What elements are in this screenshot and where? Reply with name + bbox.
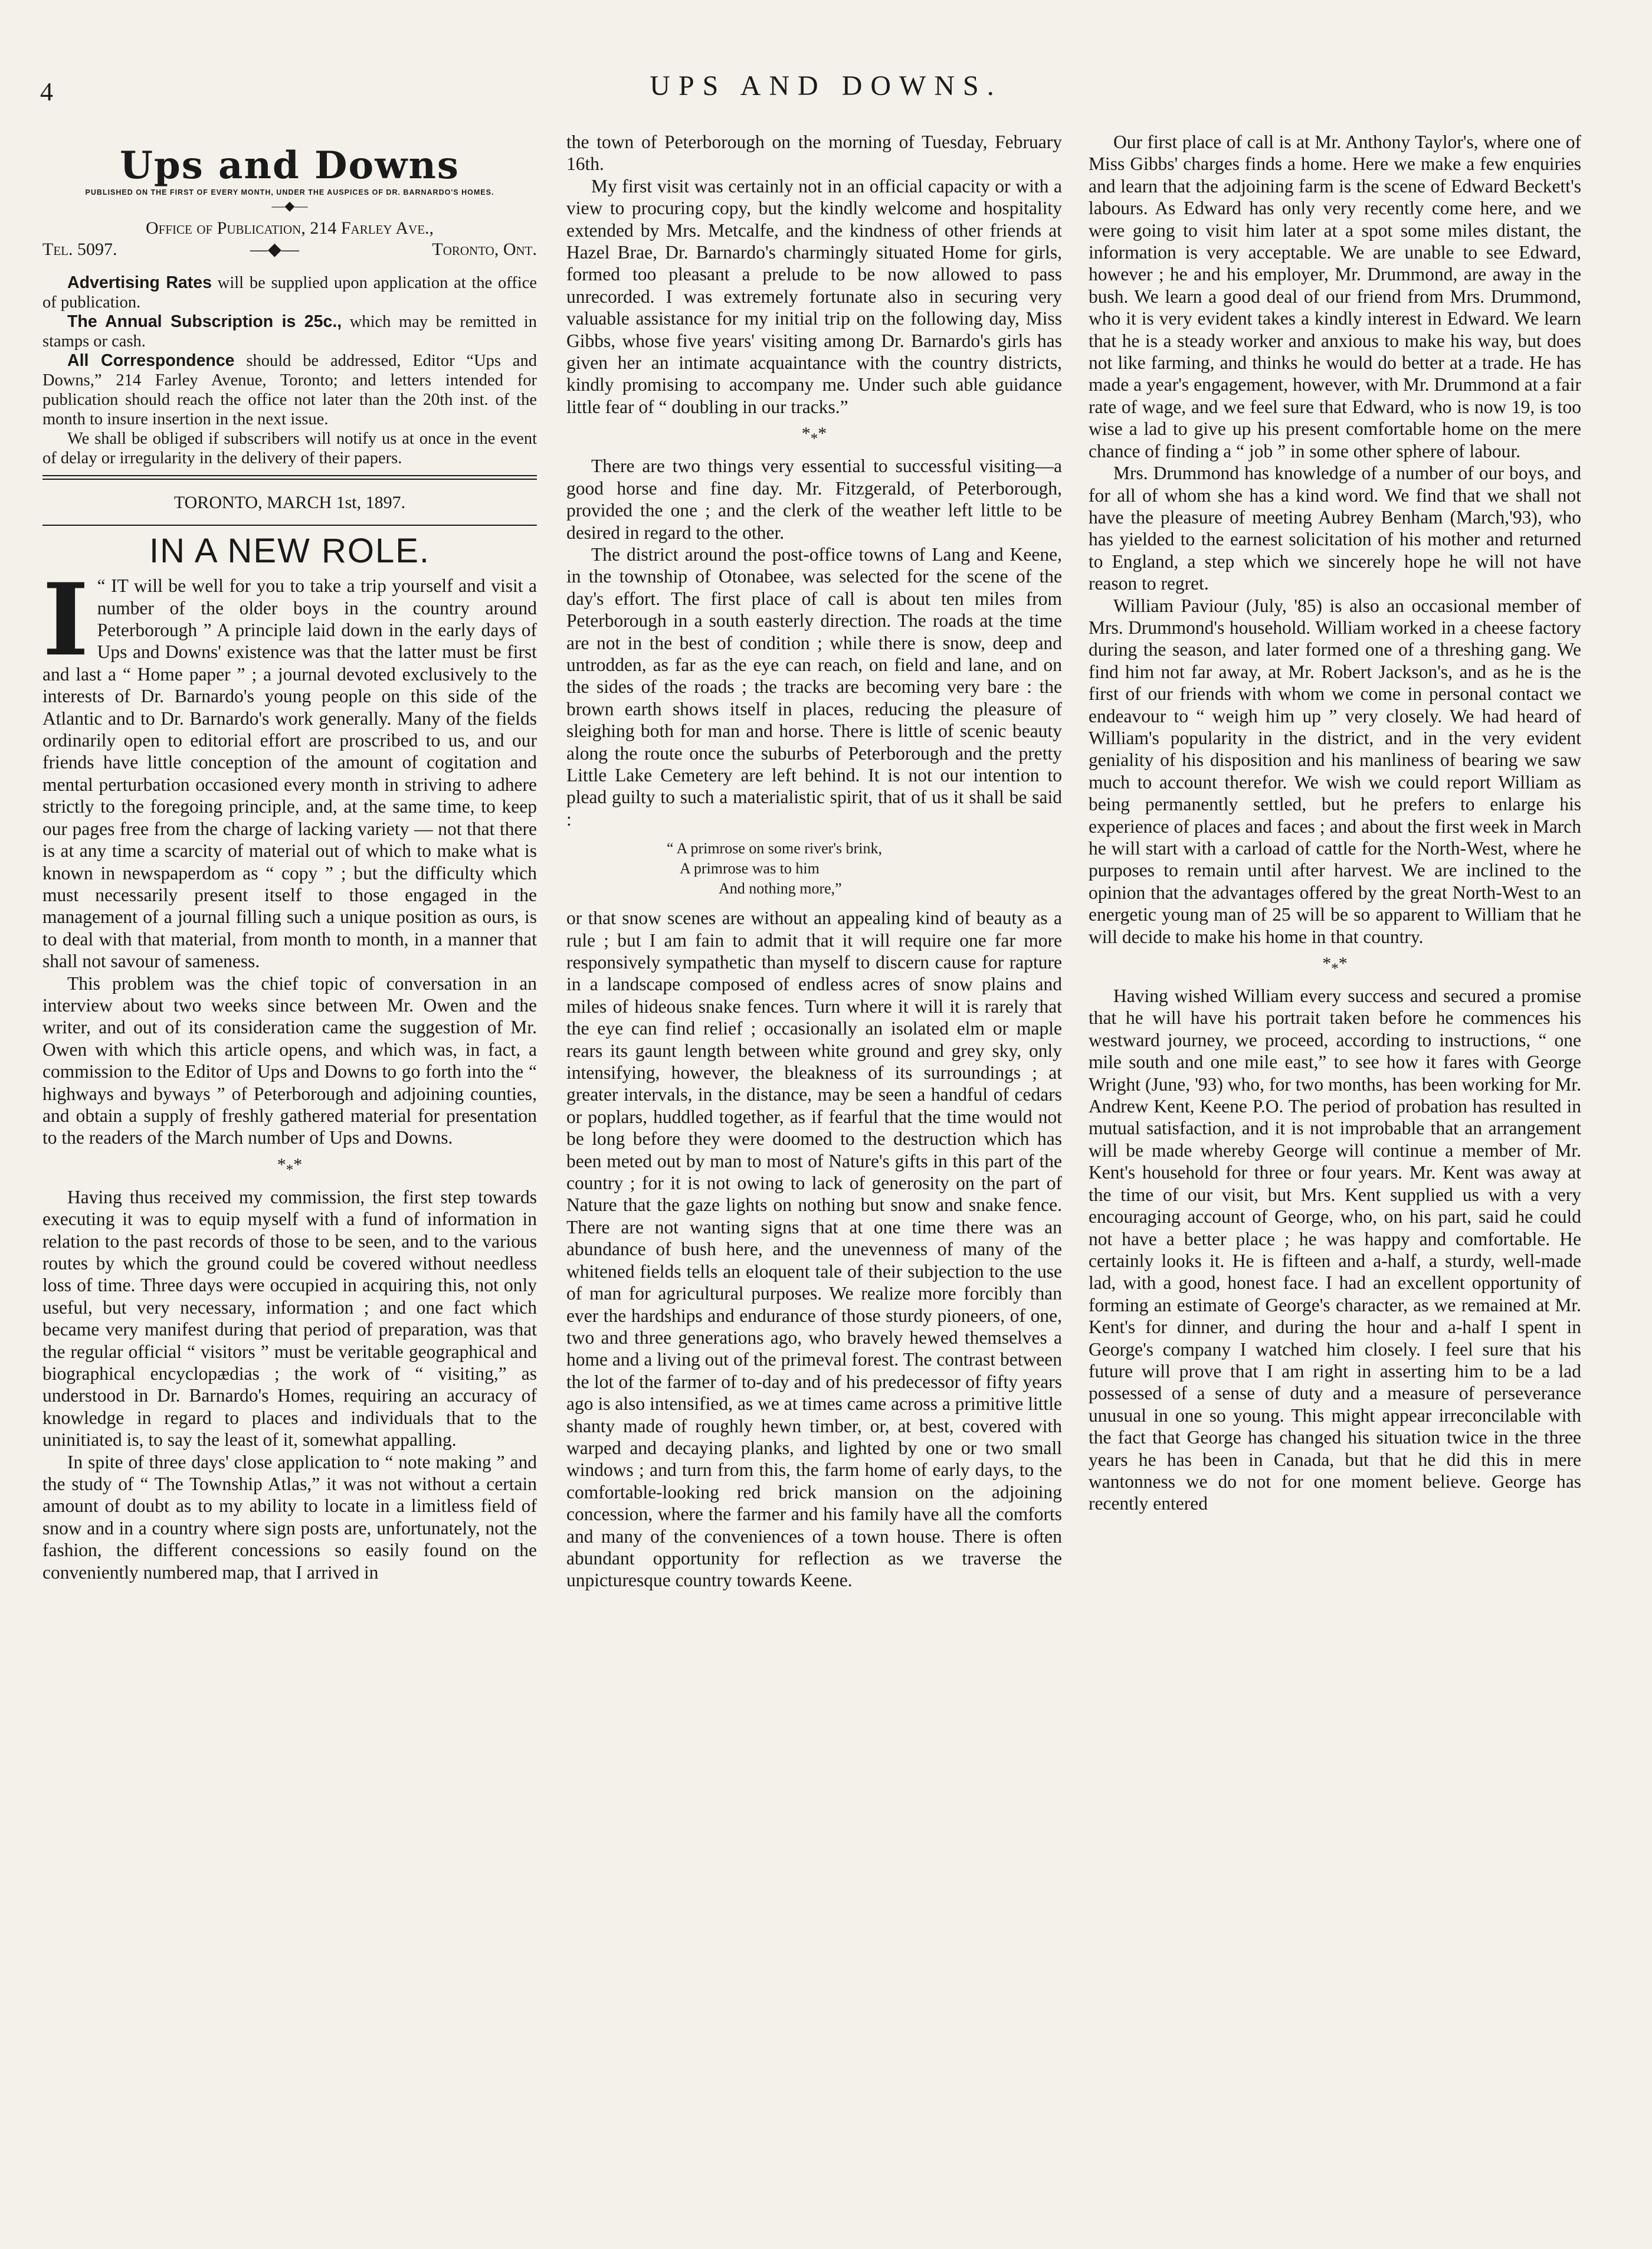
article-paragraph: William Paviour (July, '85) is also an occasional member of Mrs. Drummond's household. William worked in a cheese factory during the season, and later formed one of a threshing gang. We find him not far away, at Mr. Robert Jackson's, and as he is the first of our friends with whom we come in personal contact we endeavour to “ weigh him up ” very closely. We had heard of William's popularity in the district, and in the very evident geniality of his disposition and his manliness of bearing we saw much to account therefor. We wish we could report William as being permanently settled, but he prefers to enlarge his experience of places and faces ; and about the first week in March he will start with a carload of cattle for the North-West, where he purposes to remain until after harvest. We are inclined to the opinion that the advantages offered by the great North-West to an energetic young man of 25 will be so apparent to William that he will decide to make his home in that country. xyxy=(1089,595,1581,947)
article-text: “ IT will be well for you to take a trip yourself and visit a number of the older boys in the country around Peterborough ” A principle laid down in the early days of Ups and Downs' existence was that the latter must be first and last a “ Home paper ” ; a journal devoted exclusively to the interests of Dr. Barnardo's young people on this side of the Atlantic and to Dr. Barnardo's work generally. Many of the fields ordinarily open to editorial effort are proscribed to us, and our friends have little conception of the amount of cogitation and mental perturbation occasioned every month in striving to adhere strictly to the foregoing principle, and, at the same time, to keep our pages free from the charge of lacking variety — not that there is at any time a scarcity of material out of which to make what is known in newspaperdom as “ copy ” ; but the difficulty which must necessarily present itself to those engaged in the management of a journal filling such a unique position as ours, is to deal with that material, from month to month, in a manner that shall not savour of sameness. xyxy=(42,575,537,972)
article-paragraph: Having wished William every success and secured a promise that he will have his portrait taken before he commences his westward journey, we proceed, according to instructions, “ one mile south and one mile east,” to see how it fares with George Wright (June, '93) who, for two months, has been working for Mr. Andrew Kent, Keene P.O. The period of probation has resulted in mutual satisfaction, and it is not improbable that an arrangement will be made whereby George will continue a member of Mr. Kent's household for three or four years. Mr. Kent was away at the time of our visit, but Mrs. Kent supplied us with a very encouraging account of George, who, on his part, said he could not have a better place ; he was happy and comfortable. He certainly looks it. He is fifteen and a-half, a sturdy, well-made lad, with a good, honest face. I had an excellent opportunity of forming an estimate of George's character, as we remained at Mr. Kent's for dinner, and during the hour and a-half I spent in George's company I watched him closely. I feel sure that his future will prove that I am right in asserting him to be a lad possessed of a sense of duty and a measure of perseverance unusual in one so young. This might appear irreconcilable with the fact that George has changed his situation twice in the three years he has been in Canada, but that he did this in mere wantonness we do not for one moment believe. George has recently entered xyxy=(1089,986,1581,1514)
column-3 xyxy=(1089,131,1581,1515)
column-2 xyxy=(566,131,1062,1592)
subscription-notice xyxy=(42,312,537,351)
article-paragraph: There are two things very essential to successful visiting—a good horse and fine day. Mr. Fitzgerald, of Peterborough, provided the one ; and the clerk of the weather left little to be desired in regard to the other. xyxy=(566,456,1062,543)
advertising-label: Advertising Rates xyxy=(67,273,212,293)
article-paragraph: This problem was the chief topic of conversation in an interview about two weeks since between Mr. Owen and the writer, and out of its consideration came the suggestion of Mr. Owen with which this article opens, and which was, in fact, a commission to the Editor of Ups and Downs to go forth into the “ highways and byways ” of Peterborough and adjoining counties, and obtain a supply of freshly gathered material for presentation to the readers of the March number of Ups and Downs. xyxy=(42,973,537,1148)
asterism: $*_**$ xyxy=(277,1154,303,1178)
dateline: TORONTO, MARCH 1st, 1897. xyxy=(173,493,406,513)
article-paragraph: or that snow scenes are without an appealing kind of beauty as a rule ; but I am fain to admit that it will require one far more responsively sympathetic than myself to discern cause for rapture in a landscape composed of endless acres of snow plains and miles of hideous snake fences. Turn where it will it is rarely that the eye can find relief ; occasionally an isolated elm or maple rears its gaunt length between white ground and grey sky, only intensifying, however, the bleakness of its surroundings ; at greater intervals, in the distance, may be seen a handful of cedars or poplars, huddled together, as if fearful that the time would not be long before they were doomed to the destruction which has been meted out by man to most of Nature's gifts in this part of the country ; for it is not owing to lack of generosity on the part of Nature that the gaze lights on nothing but snow and snake fence. There are not wanting signs that at one time there was an abundance of bush here, and the unevenness of many of the whitened fields tells an eloquent tale of their subjection to the use of man for agricultural purposes. We realize more forcibly than ever the hardships and endurance of those sturdy pioneers, of one, two and three generations ago, who bravely hewed themselves a home and a living out of the primeval forest. The contrast between the lot of the farmer of to-day and of his predecessor of fifty years ago is also intensified, as we at times came across a primitive little shanty made of roughly hewn timber, or, at best, covered with warped and decaying planks, and lighted by one or two small windows ; and turn from this, the farm home of early days, to the comfortable-looking red brick mansion on the adjoining concession, where the farmer and his family have all the comforts and many of the conveniences of a town house. There is often abundant opportunity for reflection as we traverse the unpicturesque country towards Keene. xyxy=(566,908,1062,1591)
asterism: $*_**$ xyxy=(801,424,827,447)
article-paragraph: Having thus received my commission, the first step towards executing it was to equip myself with a fund of information in relation to the past records of those to be seen, and to the various routes by which the ground could be covered without needless loss of time. Three days were occupied in acquiring this, not only useful, but very necessary, information ; and one fact which became very manifest during that period of preparation, was that the regular official “ visitors ” must be veritable geographical and biographical encyclopædias ; the work of “ visiting,” as understood in Dr. Barnardo's Homes, requiring an accuracy of knowledge in regard to places and individuals that to the uninitiated is, to say the least of it, somewhat appalling. xyxy=(42,1186,537,1451)
office-address: Office of Publication, 214 Farley Ave., xyxy=(145,218,434,238)
poem-quote xyxy=(566,839,1062,899)
subscription-text: which may be remitted in stamps or cash. xyxy=(42,313,537,351)
article-paragraph: My first visit was certainly not in an official capacity or with a view to procuring copy, but the kindly welcome and hospitality extended by Mrs. Metcalfe, and the kindness of other friends at Hazel Brae, Dr. Barnardo's charmingly situated Home for girls, formed too pleasant a prelude to be now allowed to pass unrecorded. I was extremely fortunate also in securing very valuable assistance for my initial trip on the following day, Miss Gibbs, whose five years' visiting among Dr. Barnardo's girls has given her an intimate acquaintance with the country districts, kindly promising to accompany me. Under such able guidance little fear of “ doubling in our tracks.” xyxy=(566,175,1062,417)
poem-line: “ A primrose on some river's brink, xyxy=(667,840,883,857)
advertising-notice xyxy=(42,273,537,312)
advertising-text: will be supplied upon application at the office of publication. xyxy=(42,274,537,312)
article-paragraph: Our first place of call is at Mr. Anthony Taylor's, where one of Miss Gibbs' charges finds a home. Here we make a few enquiries and learn that the adjoining farm is the scene of Edward Beckett's labours. As Edward has only very recently come here, and we were going to visit him later at a spot some miles distant, the information is very acceptable. We are unable to see Edward, however ; he and his employer, Mr. Drummond, are away in the bush. We learn a good deal of our friend from Mrs. Drummond, who it is very evident takes a kindly interest in Edward. We learn that he is a steady worker and anxious to make his way, but does not like farming, and thinks he would do better at a trade. He has made a year's engagement, however, with Mr. Drummond at a fair rate of wage, and we feel sure that Edward, who is now 19, is too wise a lad to give up his present comfortable home on the mere chance of finding a “ job ” in some other sphere of labour. xyxy=(1089,132,1581,461)
article-paragraph xyxy=(42,561,537,972)
article-paragraph: In spite of three days' close application to “ note making ” and the study of “ The Township Atlas,” it was not without a certain amount of doubt as to my ability to locate in a limitless field of snow and in a country where sign posts are, unfortunately, not the fashion, the different concessions so easily found on the conveniently numbered map, that I arrived in xyxy=(42,1451,537,1583)
ornament-divider: —◆— xyxy=(271,198,308,214)
poem-line: A primrose was to him xyxy=(680,860,820,878)
city: Toronto, Ont. xyxy=(432,240,537,260)
correspondence-label: All Correspondence xyxy=(67,351,235,371)
article-paragraph: the town of Peterborough on the morning of Tuesday, February 16th. xyxy=(566,132,1062,175)
subscription-label: The Annual Subscription is 25c., xyxy=(67,312,342,332)
headline: IN A NEW ROLE. xyxy=(149,531,430,570)
asterism: $*_**$ xyxy=(1322,954,1348,977)
article-paragraph: Mrs. Drummond has knowledge of a number of our boys, and for all of whom she has a kind word. We find that we shall not have the pleasure of meeting Aubrey Benham (March,'93), who has yielded to the earnest solicitation of his mother and returned to England, a step which we sincerely hope he will not have reason to regret. xyxy=(1089,463,1581,594)
telephone: Tel. 5097. xyxy=(42,240,117,260)
page-number: 4 xyxy=(40,77,53,106)
drop-cap: I xyxy=(42,561,89,679)
obliged-notice: We shall be obliged if subscribers will notify us at once in the event of delay or irregularity in the delivery of their papers. xyxy=(42,430,537,468)
article-paragraph: The district around the post-office towns of Lang and Keene, in the township of Otonabee, was selected for the scene of the day's effort. The first place of call is about ten miles from Peterborough in a south easterly direction. The roads at the time are not in the best of condition ; while there is snow, deep and untrodden, as far as the eye can reach, on field and lane, and on the sides of the roads ; the tracks are becoming very bare : the brown earth shows itself in places, reducing the pleasure of sleighing both for man and horse. There is little of scenic beauty along the route once the suburbs of Peterborough and the pretty Little Lake Cemetery are left behind. It is not our intention to plead guilty to such a materialistic spirit, that of us it shall be said : xyxy=(566,544,1062,830)
column-1 xyxy=(42,131,537,1583)
correspondence-text: should be addressed, Editor “Ups and Downs,” 214 Farley Avenue, Toronto; and letters intended for publication should reach the office not later than the 20th inst. of the month to insure insertion in the next issue. xyxy=(42,352,537,429)
double-rule xyxy=(42,475,537,480)
publication-info xyxy=(42,273,537,468)
correspondence-notice xyxy=(42,351,537,429)
running-head: UPS AND DOWNS. xyxy=(650,70,1002,102)
ornament-divider: —◆— xyxy=(250,240,299,260)
masthead-title: Ups and Downs xyxy=(120,143,460,188)
poem-line: And nothing more,” xyxy=(719,880,842,898)
rule xyxy=(42,525,537,526)
telephone-row xyxy=(42,239,537,260)
masthead-subtitle: PUBLISHED ON THE FIRST OF EVERY MONTH, UNDER THE AUSPICES OF DR. BARNARDO'S HOMES. xyxy=(85,188,494,197)
